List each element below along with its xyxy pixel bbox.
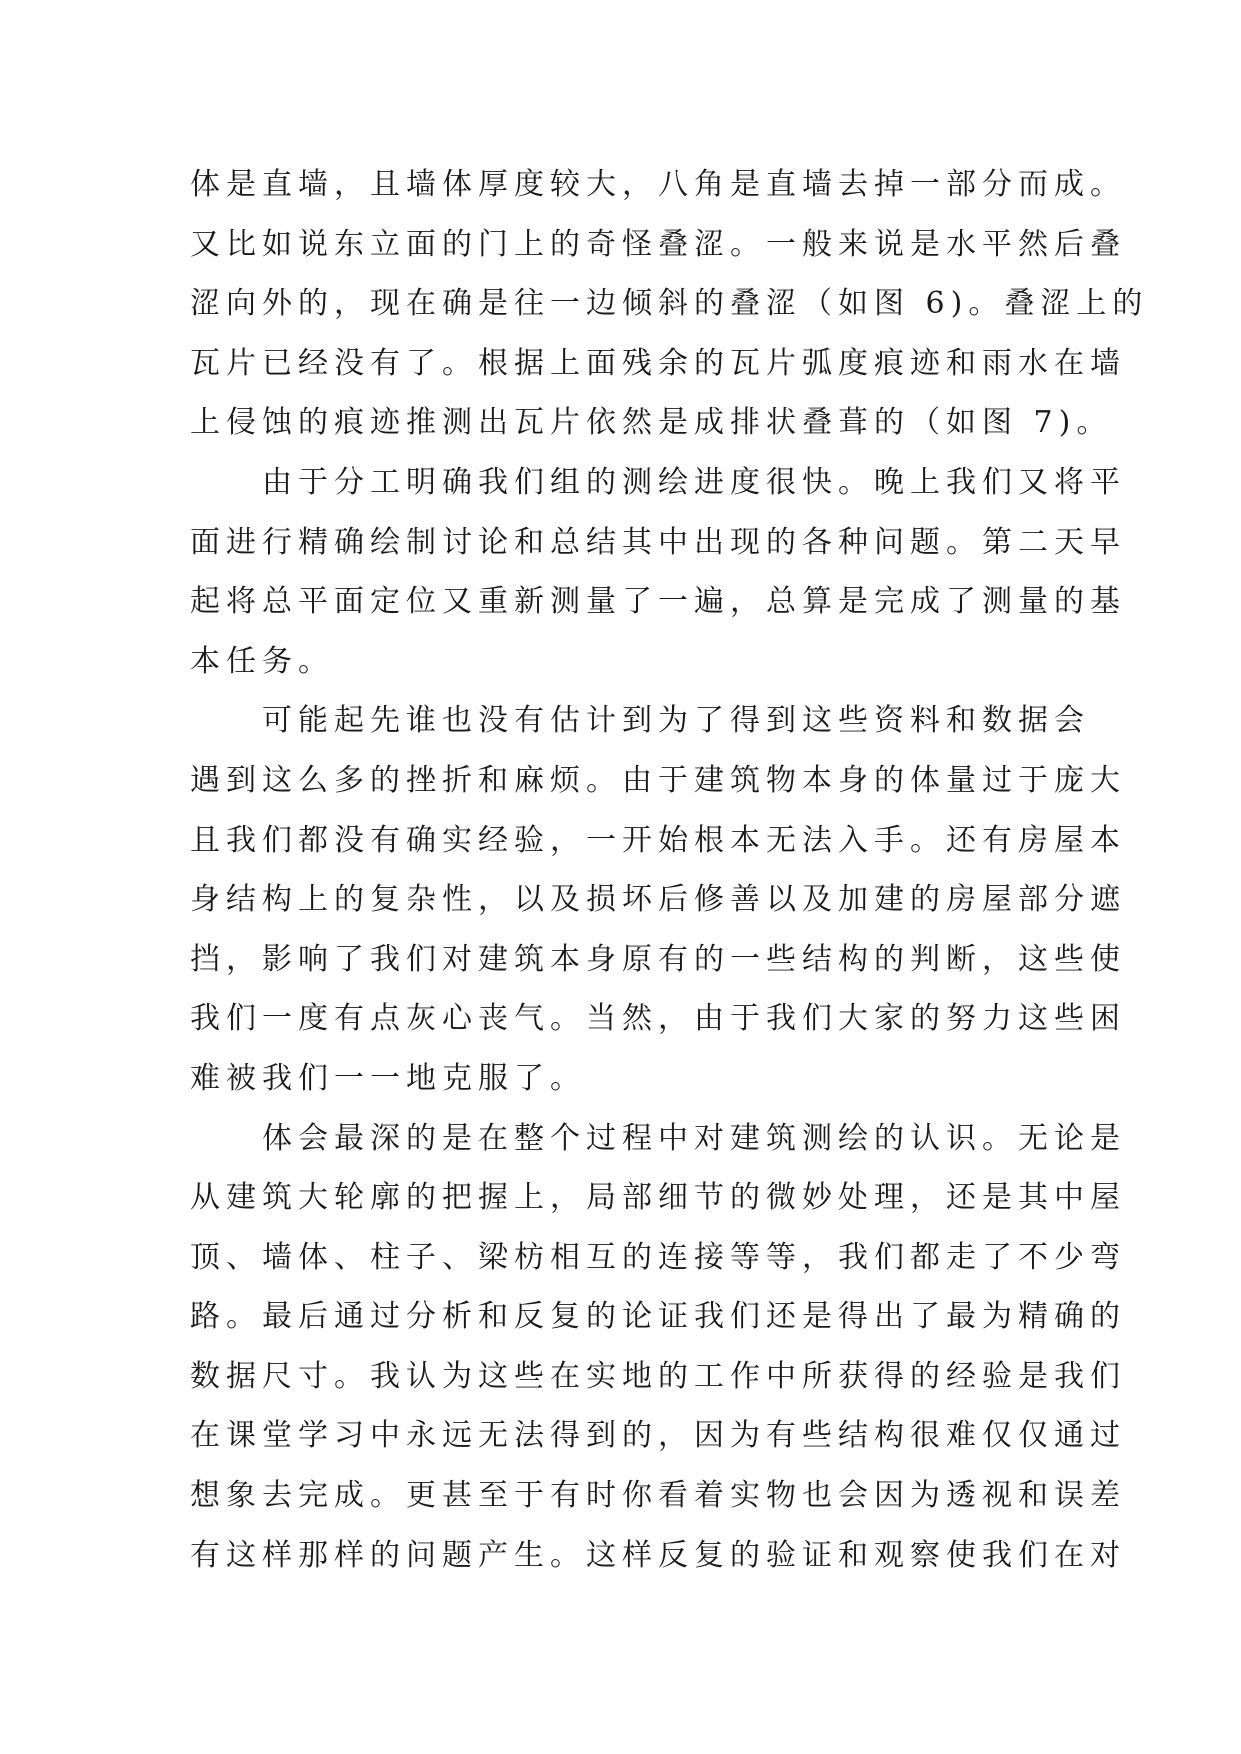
text-line: 上侵蚀的痕迹推测出瓦片依然是成排状叠葺的（如图 7)。	[190, 405, 1113, 441]
text-line: 且我们都没有确实经验，一开始根本无法入手。还有房屋本	[190, 822, 1126, 858]
text-line: 遇到这么多的挫折和麻烦。由于建筑物本身的体量过于庞大	[190, 762, 1126, 798]
body-text	[190, 155, 1149, 1585]
paragraph	[190, 453, 1126, 691]
paragraph	[190, 691, 1126, 1108]
text-line: 面进行精确绘制讨论和总结其中出现的各种问题。第二天早	[190, 524, 1126, 560]
text-line: 体会最深的是在整个过程中对建筑测绘的认识。无论是	[262, 1120, 1126, 1156]
text-line: 有这样那样的问题产生。这样反复的验证和观察使我们在对	[190, 1537, 1126, 1573]
text-line: 难被我们一一地克服了。	[190, 1060, 586, 1096]
text-line: 我们一度有点灰心丧气。当然，由于我们大家的努力这些困	[190, 1001, 1126, 1037]
text-line: 路。最后通过分析和反复的论证我们还是得出了最为精确的	[190, 1299, 1126, 1335]
text-line: 起将总平面定位又重新测量了一遍，总算是完成了测量的基	[190, 584, 1126, 620]
text-line: 数据尺寸。我认为这些在实地的工作中所获得的经验是我们	[190, 1358, 1126, 1394]
text-line: 想象去完成。更甚至于有时你看着实物也会因为透视和误差	[190, 1478, 1126, 1514]
text-line: 体是直墙，且墙体厚度较大，八角是直墙去掉一部分而成。	[190, 167, 1126, 202]
text-line: 在课堂学习中永远无法得到的，因为有些结构很难仅仅通过	[190, 1418, 1126, 1454]
text-line: 身结构上的复杂性，以及损坏后修善以及加建的房屋部分遮	[190, 882, 1126, 918]
text-line: 挡，影响了我们对建筑本身原有的一些结构的判断，这些使	[190, 941, 1126, 977]
paragraph	[190, 155, 1149, 453]
text-line: 又比如说东立面的门上的奇怪叠涩。一般来说是水平然后叠	[190, 226, 1126, 262]
text-line: 从建筑大轮廓的把握上，局部细节的微妙处理，还是其中屋	[190, 1180, 1126, 1216]
text-line: 涩向外的，现在确是往一边倾斜的叠涩（如图 6)。叠涩上的	[190, 286, 1149, 322]
text-line: 可能起先谁也没有估计到为了得到这些资料和数据会	[262, 703, 1090, 739]
paragraph	[190, 1109, 1126, 1586]
text-line: 顶、墙体、柱子、梁枋相互的连接等等，我们都走了不少弯	[190, 1239, 1126, 1275]
text-line: 瓦片已经没有了。根据上面残余的瓦片弧度痕迹和雨水在墙	[190, 345, 1126, 381]
text-line: 本任务。	[190, 643, 334, 679]
text-line: 由于分工明确我们组的测绘进度很快。晚上我们又将平	[262, 464, 1126, 500]
